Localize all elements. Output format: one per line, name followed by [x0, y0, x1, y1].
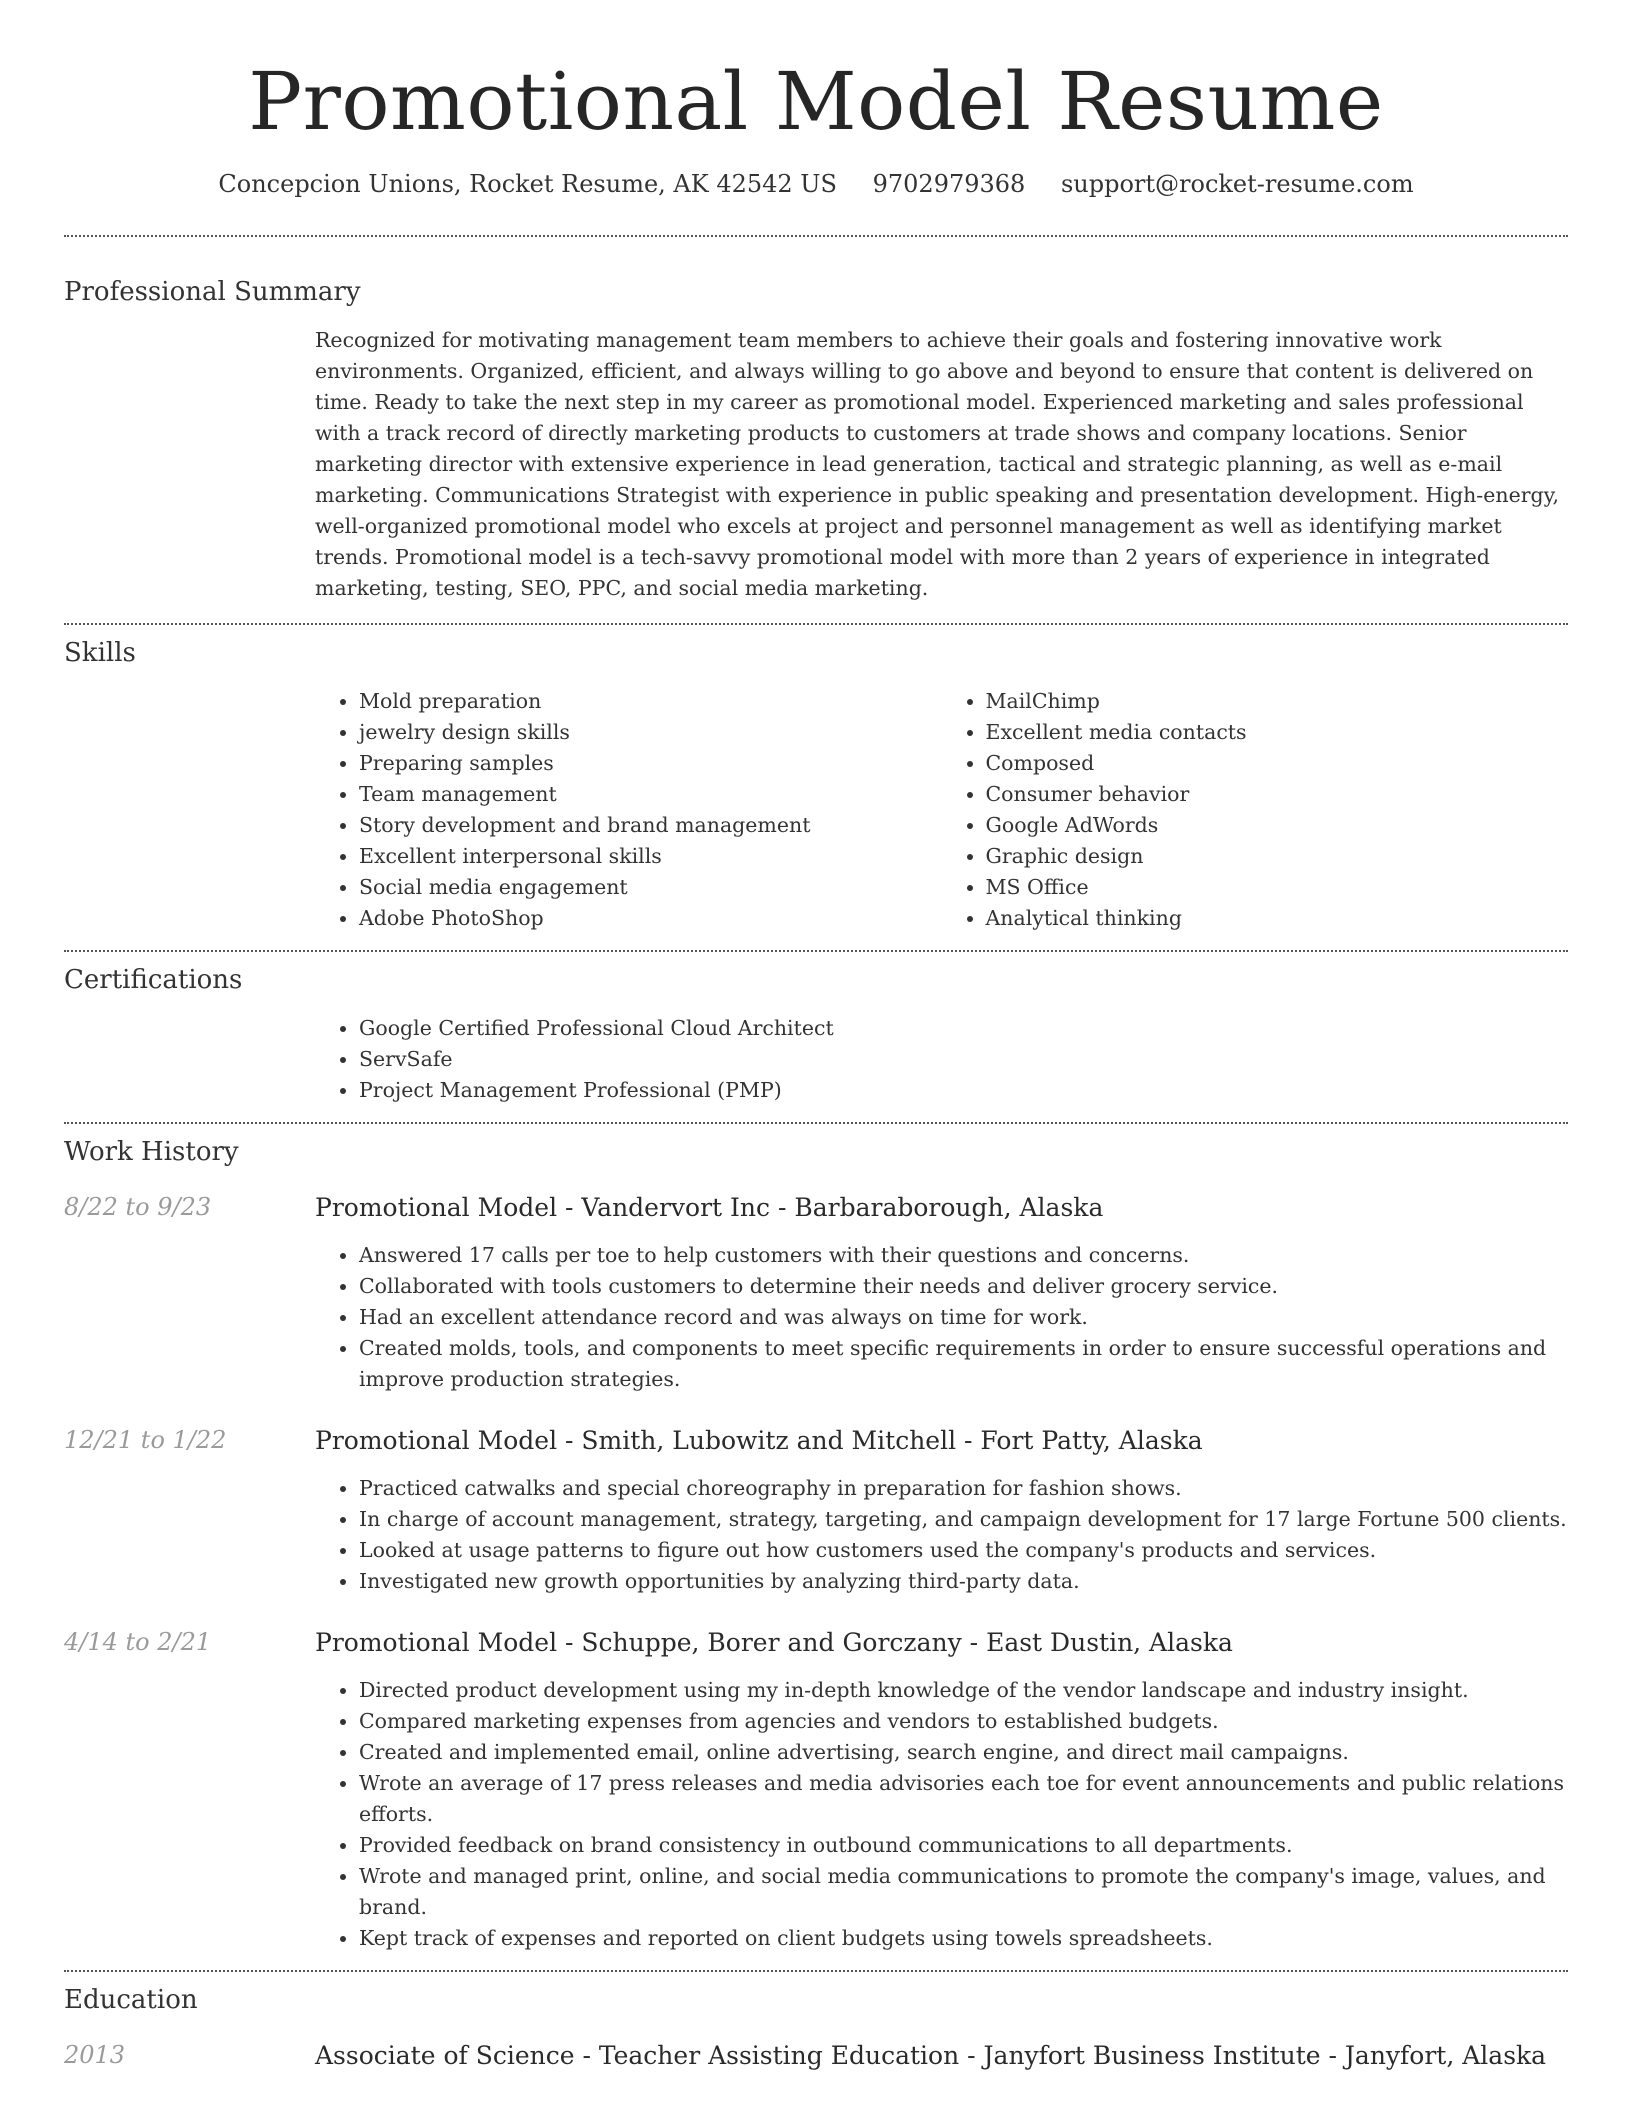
- job-entry: [64, 1626, 1568, 1954]
- skills-column-left: [315, 686, 942, 934]
- job-bullet: • Practiced catwalks and special choreography in preparation for fashion shows.: [359, 1473, 1568, 1504]
- skill-item: • Preparing samples: [359, 748, 942, 779]
- contact-phone: 9702979368: [872, 170, 1026, 198]
- job-bullet: • Looked at usage patterns to figure out how customers used the company's products and services.: [359, 1535, 1568, 1566]
- divider: [64, 235, 1568, 237]
- divider: [64, 1970, 1568, 1972]
- skills-column-right: [942, 686, 1569, 934]
- job-bullet: • Investigated new growth opportunities by analyzing third-party data.: [359, 1566, 1568, 1597]
- job-entry: [64, 1191, 1568, 1395]
- section-title-certifications: Certifications: [64, 965, 243, 995]
- skill-item: • MS Office: [986, 872, 1569, 903]
- job-bullet: • In charge of account management, strategy, targeting, and campaign development for 17 large Fortune 500 clients.: [359, 1504, 1568, 1535]
- job-date: 12/21 to 1/22: [64, 1426, 227, 1454]
- job-entry: [64, 1424, 1568, 1597]
- section-title-summary: Professional Summary: [64, 277, 361, 307]
- job-bullet: • Had an excellent attendance record and was always on time for work.: [359, 1302, 1568, 1333]
- job-bullet: • Kept track of expenses and reported on client budgets using towels spreadsheets.: [359, 1923, 1568, 1954]
- skill-item: • Mold preparation: [359, 686, 942, 717]
- certification-item: • Google Certified Professional Cloud Architect: [359, 1013, 1568, 1044]
- skill-item: • Composed: [986, 748, 1569, 779]
- skill-item: • Excellent interpersonal skills: [359, 841, 942, 872]
- job-date: 8/22 to 9/23: [64, 1193, 212, 1221]
- skill-item: • Team management: [359, 779, 942, 810]
- section-title-work-history: Work History: [64, 1137, 239, 1167]
- skill-item: • Excellent media contacts: [986, 717, 1569, 748]
- job-bullet: • Compared marketing expenses from agencies and vendors to established budgets.: [359, 1706, 1568, 1737]
- job-title: Promotional Model - Schuppe, Borer and Gorczany - East Dustin, Alaska: [315, 1628, 1233, 1657]
- section-title-skills: Skills: [64, 638, 136, 668]
- skill-item: • jewelry design skills: [359, 717, 942, 748]
- job-bullet: • Collaborated with tools customers to determine their needs and deliver grocery service.: [359, 1271, 1568, 1302]
- section-title-education: Education: [64, 1985, 198, 2015]
- job-bullet: • Directed product development using my in-depth knowledge of the vendor landscape and industry insight.: [359, 1675, 1568, 1706]
- job-bullets: [315, 1240, 1568, 1395]
- education-entry: [64, 2039, 1568, 2073]
- divider: [64, 1122, 1568, 1124]
- job-date: 4/14 to 2/21: [64, 1628, 212, 1656]
- skill-item: • Adobe PhotoShop: [359, 903, 942, 934]
- skill-item: • Graphic design: [986, 841, 1569, 872]
- contact-address: Concepcion Unions, Rocket Resume, AK 42542 US: [218, 170, 837, 198]
- skill-item: • Analytical thinking: [986, 903, 1569, 934]
- contact-line: [64, 168, 1568, 200]
- job-bullets: [315, 1675, 1568, 1954]
- summary-text: Recognized for motivating management team members to achieve their goals and fostering innovative work environments. Organized, efficient, and always willing to go above and beyond to ensure that content is delivered on time. Ready to take the next step in my career as promotional model. Experienced marketing and sales professional with a track record of directly marketing products to customers at trade shows and company locations. Senior marketing director with extensive experience in lead generation, tactical and strategic planning, as well as e-mail marketing. Communications Strategist with experience in public speaking and presentation development. High-energy, well-organized promotional model who excels at project and personnel management as well as identifying market trends. Promotional model is a tech-savvy promotional model with more than 2 years of experience in integrated marketing, testing, SEO, PPC, and social media marketing.: [315, 328, 1559, 600]
- divider: [64, 623, 1568, 625]
- skill-item: • Social media engagement: [359, 872, 942, 903]
- skill-item: • Consumer behavior: [986, 779, 1569, 810]
- job-title: Promotional Model - Vandervort Inc - Barbaraborough, Alaska: [315, 1193, 1104, 1222]
- skill-item: • Google AdWords: [986, 810, 1569, 841]
- education-title: Associate of Science - Teacher Assisting Education - Janyfort Business Institute - Janyfort, Alaska: [315, 2041, 1547, 2070]
- skill-item: • MailChimp: [986, 686, 1569, 717]
- skill-item: • Story development and brand management: [359, 810, 942, 841]
- job-bullet: • Created and implemented email, online advertising, search engine, and direct mail campaigns.: [359, 1737, 1568, 1768]
- skills-list: [315, 686, 1568, 934]
- job-bullet: • Provided feedback on brand consistency in outbound communications to all departments.: [359, 1830, 1568, 1861]
- certification-item: • ServSafe: [359, 1044, 1568, 1075]
- resume-page: [64, 0, 1568, 2073]
- contact-email: support@rocket-resume.com: [1060, 170, 1414, 198]
- education-date: 2013: [64, 2041, 126, 2069]
- certifications-list: [315, 1013, 1568, 1106]
- job-bullet: • Wrote an average of 17 press releases and media advisories each toe for event announcements and public relations efforts.: [359, 1768, 1568, 1830]
- divider: [64, 950, 1568, 952]
- job-bullet: • Wrote and managed print, online, and social media communications to promote the company's image, values, and brand.: [359, 1861, 1568, 1923]
- job-bullets: [315, 1473, 1568, 1597]
- certification-item: • Project Management Professional (PMP): [359, 1075, 1568, 1106]
- job-bullet: • Created molds, tools, and components to meet specific requirements in order to ensure successful operations and improve production strategies.: [359, 1333, 1568, 1395]
- resume-title: Promotional Model Resume: [248, 55, 1384, 148]
- job-bullet: • Answered 17 calls per toe to help customers with their questions and concerns.: [359, 1240, 1568, 1271]
- job-title: Promotional Model - Smith, Lubowitz and Mitchell - Fort Patty, Alaska: [315, 1426, 1203, 1455]
